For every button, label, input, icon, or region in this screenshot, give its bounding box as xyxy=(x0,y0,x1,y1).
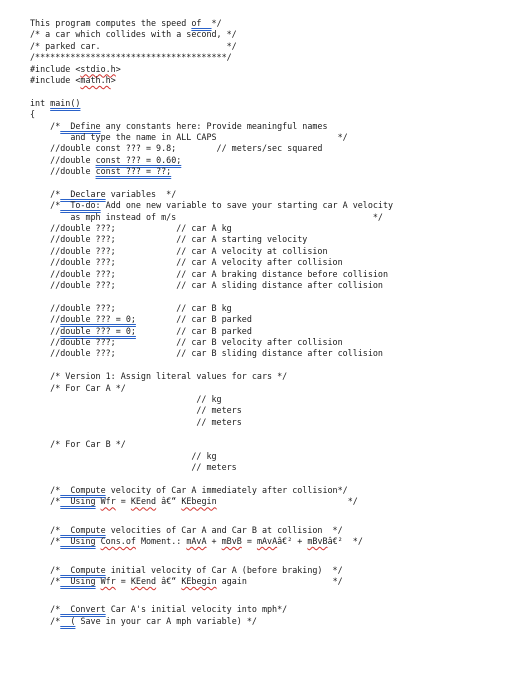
code-line: //double ???; // car A velocity at collision xyxy=(30,245,328,256)
code-line: //double ???; // car A kg xyxy=(30,223,232,234)
code-line: /* Compute initial velocity of Car A (before braking) */ xyxy=(30,564,343,575)
code-line: //double ???; // car B kg xyxy=(30,302,232,313)
code-line: /* Using Wfr = KEend â€“ KEbegin again */ xyxy=(30,575,343,586)
code-document xyxy=(30,18,510,627)
code-line: //double const ??? = ??; xyxy=(30,166,172,177)
code-line: //double ??? = 0; // car B parked xyxy=(30,314,252,325)
code-line: //double const ??? = 9.8; // meters/sec squared xyxy=(30,143,323,154)
code-line: // meters xyxy=(30,462,237,473)
code-line: /* For Car B */ xyxy=(30,439,126,450)
code-line: This program computes the speed of */ xyxy=(30,18,222,28)
code-line: //double ???; // car A starting velocity xyxy=(30,234,308,245)
code-line: //double const ??? = 0.60; xyxy=(30,154,182,165)
code-line: { xyxy=(30,109,36,120)
blank-line xyxy=(30,86,510,97)
code-line: //double ???; // car B sliding distance after collision xyxy=(30,348,383,359)
code-line: //double ???; // car A velocity after collision xyxy=(30,257,343,268)
code-line: // meters xyxy=(30,405,242,416)
code-line: and type the name in ALL CAPS */ xyxy=(30,131,348,142)
blank-line xyxy=(30,360,510,371)
code-line: as mph instead of m/s */ xyxy=(30,211,383,222)
code-line: // meters xyxy=(30,416,242,427)
code-line: /* Compute velocities of Car A and Car B at collision */ xyxy=(30,524,343,535)
code-line: //double ???; // car B velocity after collision xyxy=(30,336,343,347)
code-line: /* Convert Car A's initial velocity into mph*/ xyxy=(30,604,288,615)
blank-line xyxy=(30,291,510,302)
code-line: //double ???; // car A sliding distance after collision xyxy=(30,279,383,290)
code-line: /* parked car. */ xyxy=(30,40,237,51)
blank-line xyxy=(30,474,510,485)
code-line: /* For Car A */ xyxy=(30,382,126,393)
code-line: /* Define any constants here: Provide meaningful names xyxy=(30,120,328,131)
blank-line xyxy=(30,177,510,188)
code-line: /* a car which collides with a second, */ xyxy=(30,29,237,40)
blank-line xyxy=(30,548,510,565)
code-line: #include <math.h> xyxy=(30,74,116,85)
code-line: /**************************************/ xyxy=(30,52,232,63)
blank-line xyxy=(30,428,510,439)
blank-line xyxy=(30,587,510,604)
code-line: //double ??? = 0; // car B parked xyxy=(30,325,252,336)
code-line: // kg xyxy=(30,450,217,461)
code-line: /* Declare variables */ xyxy=(30,188,177,199)
code-line: /* To-do: Add one new variable to save your starting car A velocity xyxy=(30,200,394,211)
code-line: // kg xyxy=(30,393,222,404)
blank-line xyxy=(30,508,510,525)
code-line: /* ( Save in your car A mph variable) */ xyxy=(30,615,257,626)
code-line: /* Version 1: Assign literal values for cars */ xyxy=(30,371,288,382)
code-line: int main() xyxy=(30,97,81,108)
code-line: /* Using Wfr = KEend â€“ KEbegin */ xyxy=(30,496,358,507)
code-line: #include <stdio.h> xyxy=(30,63,121,74)
code-line: /* Compute velocity of Car A immediately after collision*/ xyxy=(30,485,348,496)
code-line: //double ???; // car A braking distance before collision xyxy=(30,268,388,279)
code-line: /* Using Cons.of Moment.: mAvA + mBvB = mAvAâ€² + mBvBâ€² */ xyxy=(30,536,363,547)
